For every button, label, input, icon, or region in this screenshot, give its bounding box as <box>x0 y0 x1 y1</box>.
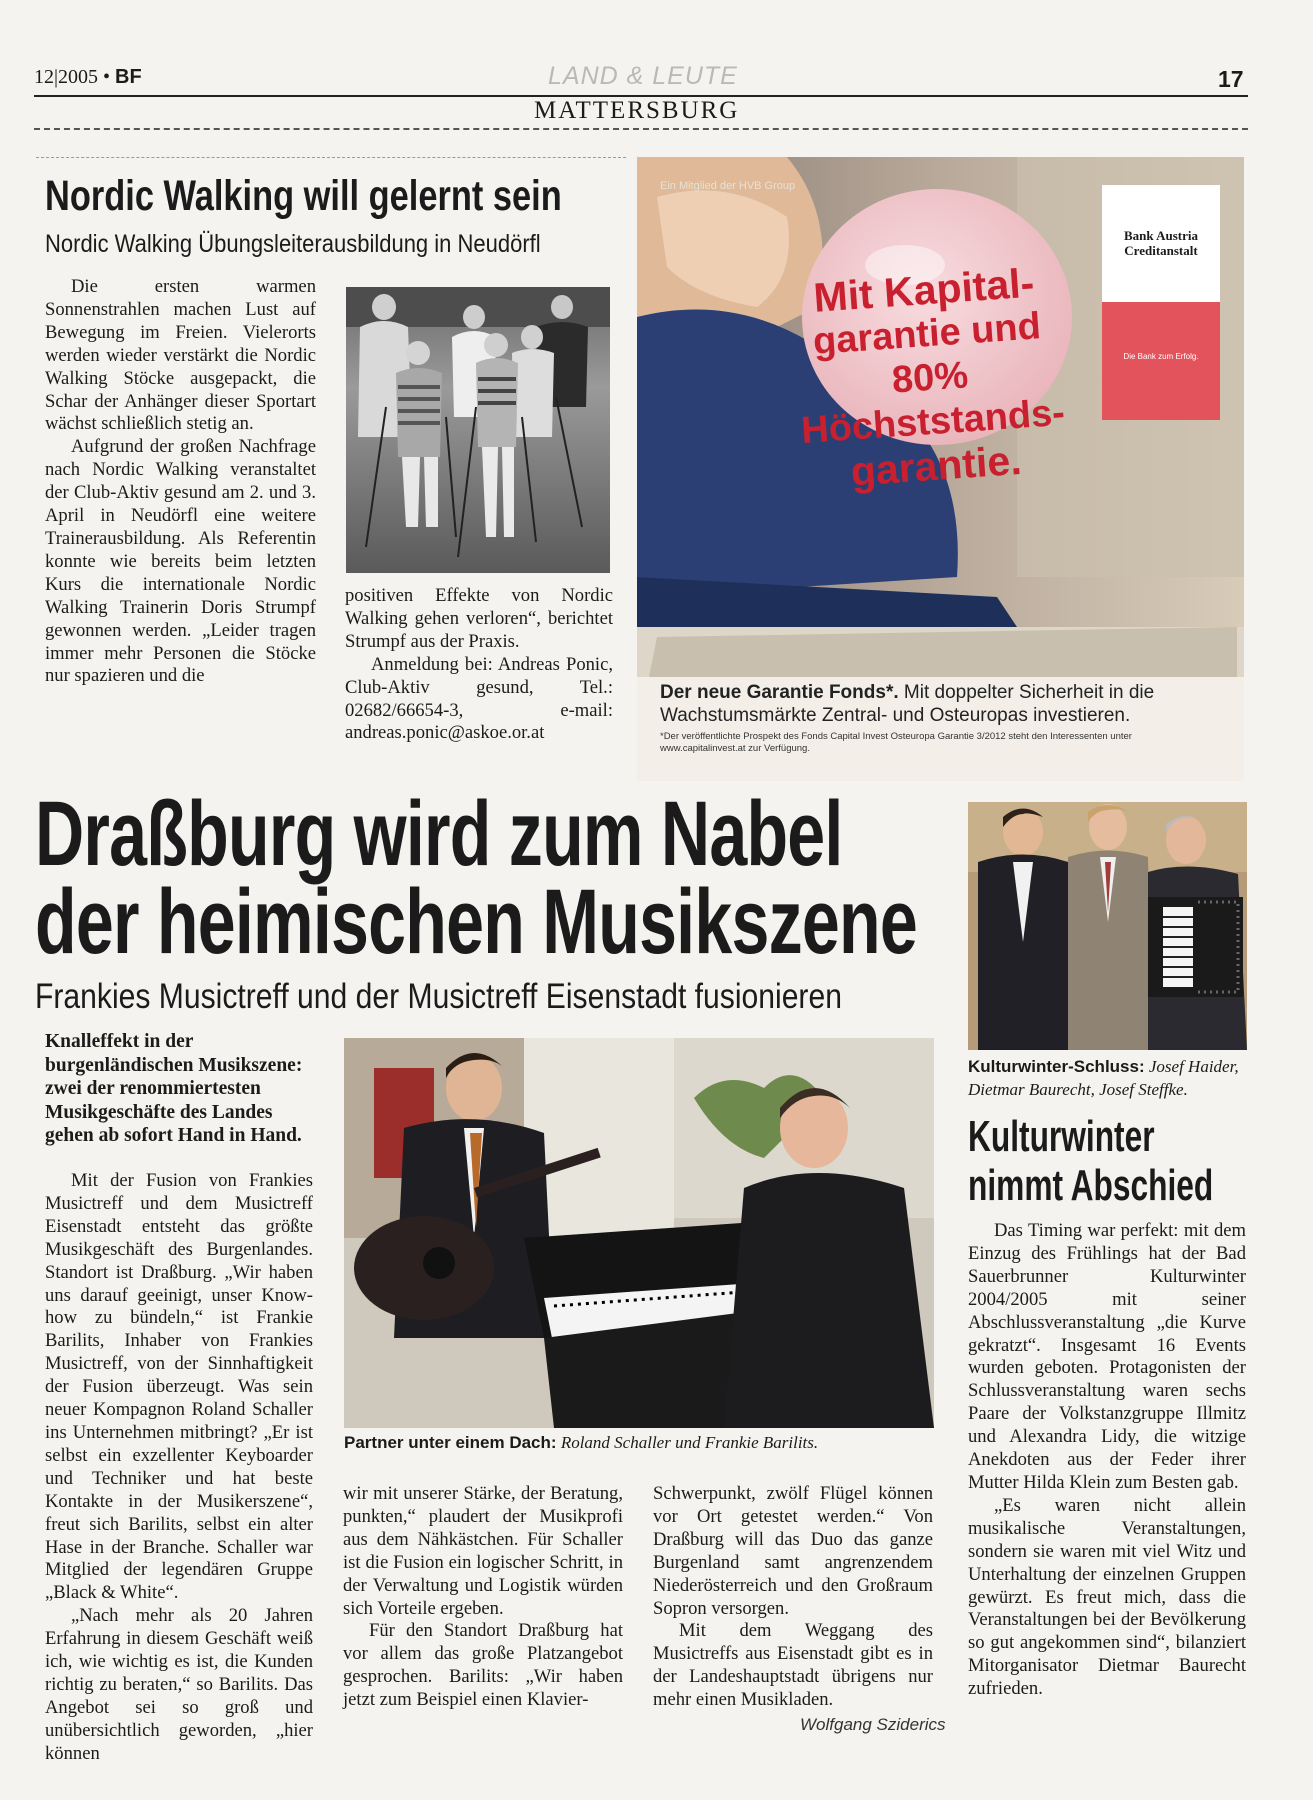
kulturwinter-paragraph: „Es waren nicht allein musikalische Veranstaltungen, sondern sie waren mit viel Witz und Unterhaltung der einzelnen Gruppen gewürzt. Es freut mich, dass die Veranstaltungen bei der Bevölkerung so gut angekommen sind“, bilanziert Mitorganisator Dietmar Baurecht zufrieden. <box>968 1494 1246 1700</box>
main-paragraph: wir mit unserer Stärke, der Beratung, punkten,“ plaudert der Musikprofi aus dem Nähkästchen. Für Schaller ist die Fusion ein logischer Schritt, in der Verwaltung und Logistik würden sich Vorteile ergeben. <box>343 1483 623 1619</box>
nordic-paragraph: Die ersten warmen Sonnenstrahlen machen Lust auf Bewegung im Freien. Vielerorts werden wieder verstärkt die Nordic Walking Stöcke ausgepackt, die Schar der Anhänger dieser Sportart wächst schließlich stetig an. <box>45 276 316 435</box>
issue-date: 12|2005 • BF <box>34 66 142 88</box>
bank-slogan: Die Bank zum Erfolg. <box>1123 352 1199 361</box>
ad-bubble-text <box>773 258 1088 498</box>
ad-caption <box>660 681 1240 727</box>
main-paragraph: „Nach mehr als 20 Jahren Erfahrung in diesem Geschäft weiß ich, wie wichtig es ist, die Kunden richtig zu beraten,“ so Barilits. Das Angebot sei so groß und unübersichtlich geworden, „hier können <box>45 1605 313 1764</box>
kulturwinter-headline-line: nimmt Abschied <box>968 1161 1214 1210</box>
main-headline-line: Draßburg wird zum Nabel <box>35 783 843 885</box>
main-column-3 <box>653 1483 933 1712</box>
main-headline <box>35 783 917 973</box>
ad-tagline: Ein Mitglied der HVB Group <box>660 180 796 192</box>
kulturwinter-photo <box>968 802 1247 1050</box>
kulturwinter-photo-caption <box>968 1055 1248 1101</box>
main-paragraph: Mit dem Weggang des Musictreffs aus Eisenstadt gibt es in der Landeshauptstadt übrigens nur mehr einen Musikladen. <box>653 1620 933 1711</box>
main-headline-line: der heimischen Musikszene <box>35 871 917 973</box>
nordic-walking-photo <box>346 287 610 573</box>
main-paragraph: Für den Standort Draßburg hat vor allem das große Platzangebot gesprochen. Barilits: „Wir haben jetzt zum Beispiel einen Klavier- <box>343 1620 623 1711</box>
main-subheadline: Frankies Musictreff und der Musictreff Eisenstadt fusionieren <box>35 977 842 1016</box>
nordic-paragraph: positiven Effekte von Nordic Walking gehen verloren“, berichtet Strumpf aus der Praxis. <box>345 585 613 652</box>
main-photo-caption <box>344 1433 818 1453</box>
ad-bubble-line: garantie und 80% <box>811 305 1043 402</box>
header-dashed-rule <box>34 128 1248 130</box>
main-column-2 <box>343 1483 623 1712</box>
kulturwinter-headline <box>968 1112 1213 1210</box>
music-store-photo <box>344 1038 934 1428</box>
ad-caption-rest: Mit doppelter Sicherheit in die Wachstumsmärkte Zentral- und Osteuropas investieren. <box>660 682 1155 726</box>
bank-logo <box>1102 228 1220 258</box>
nordic-column-2 <box>345 585 613 745</box>
nordic-subheadline: Nordic Walking Übungsleiterausbildung in Neudörfl <box>45 230 541 258</box>
ad-bubble-line: Höchststands- <box>799 391 1067 453</box>
section-title: LAND & LEUTE <box>548 62 738 90</box>
author-byline: Wolfgang Sziderics <box>800 1715 946 1734</box>
nordic-headline: Nordic Walking will gelernt sein <box>45 172 562 220</box>
bank-name-line: Creditanstalt <box>1124 243 1198 258</box>
kulturwinter-paragraph: Das Timing war perfekt: mit dem Einzug des Frühlings hat der Bad Sauerbrunner Kulturwinter 2004/2005 mit seiner Abschlussveranstaltung „die Kurve gekratzt“. Insgesamt 16 Events wurden geboten. Protagonisten der Schlussveranstaltung waren sechs Paare der Volkstanzgruppe Illmitz und Alexandra Lidy, die witzige Anekdoten aus der Feder ihrer Mutter Hilda Klein zum Besten gab. <box>968 1220 1246 1493</box>
kulturwinter-headline-line: Kulturwinter <box>968 1112 1155 1161</box>
main-paragraph: Schwerpunkt, zwölf Flügel können vor Ort getestet werden.“ Von Draßburg will das Duo das ganze Burgenland samt angrenzendem Niederösterreich und den Großraum Sopron versorgen. <box>653 1483 933 1619</box>
nordic-contact: Anmeldung bei: Andreas Ponic, Club-Aktiv gesund, Tel.: 02682/66654-3, e-mail: andreas.ponic@askoe.or.at <box>345 653 613 744</box>
main-paragraph: Mit der Fusion von Frankies Musictreff und dem Musictreff Eisenstadt entsteht das größte Musikgeschäft des Burgenlandes. Standort ist Draßburg. „Wir haben uns darauf geeinigt, unser Know-how zu bündeln,“ ist Frankie Barilits, Inhaber von Frankies Musictreff, von der Sinnhaftigkeit der Fusion überzeugt. Was sein neuer Kompagnon Roland Schaller ins Unternehmen mitbringt? „Er ist selbst ein exzellenter Keyboarder und Techniker und hat beste Kontakte in der Musikerszene“, freut sich Barilits, selbst ein alter Hase in der Branche. Schaller war Mitglied der legendären Gruppe „Black & White“. <box>45 1170 313 1604</box>
ad-fineprint: *Der veröffentlichte Prospekt des Fonds Capital Invest Osteuropa Garantie 3/2012 steht den Interessenten unter www.capitalinvest.at zur Verfügung. <box>660 731 1132 754</box>
nordic-paragraph: Aufgrund der großen Nachfrage nach Nordic Walking veranstaltet der Club-Aktiv gesund am 2. und 3. April in Neudörfl eine weitere Trainerausbildung. Als Referentin konnte wie bereits beim letzten Kurs die internationale Nordic Walking Trainerin Doris Strumpf gewonnen werden. „Leider tragen immer mehr Personen die Stöcke nur spazieren und die <box>45 436 316 687</box>
main-column-1 <box>45 1170 313 1766</box>
paper-name: BF <box>115 66 142 88</box>
nordic-column-1 <box>45 276 316 688</box>
ad-caption-bold: Der neue Garantie Fonds*. <box>660 682 899 703</box>
region-title: MATTERSBURG <box>528 97 745 125</box>
ad-bubble-line: garantie. <box>849 436 1023 495</box>
main-lead: Knalleffekt in der burgenländischen Musikszene: zwei der renommiertesten Musikgeschäfte des Landes gehen ab sofort Hand in Hand. <box>45 1031 303 1146</box>
kulturwinter-body <box>968 1220 1246 1701</box>
main-photo-caption-bold: Partner unter einem Dach: <box>344 1433 557 1452</box>
main-photo-caption-rest: Roland Schaller und Frankie Barilits. <box>556 1433 819 1452</box>
bank-name-line: Bank Austria <box>1123 228 1199 243</box>
ad-bubble-line: Mit Kapital- <box>812 259 1036 321</box>
nordic-dashed-rule <box>36 157 626 158</box>
kulturwinter-caption-bold: Kulturwinter-Schluss: <box>968 1057 1145 1076</box>
page-number: 17 <box>1218 66 1244 92</box>
kulturwinter-caption-rest: Josef Haider, Dietmar Baurecht, Josef Steffke. <box>968 1057 1239 1099</box>
